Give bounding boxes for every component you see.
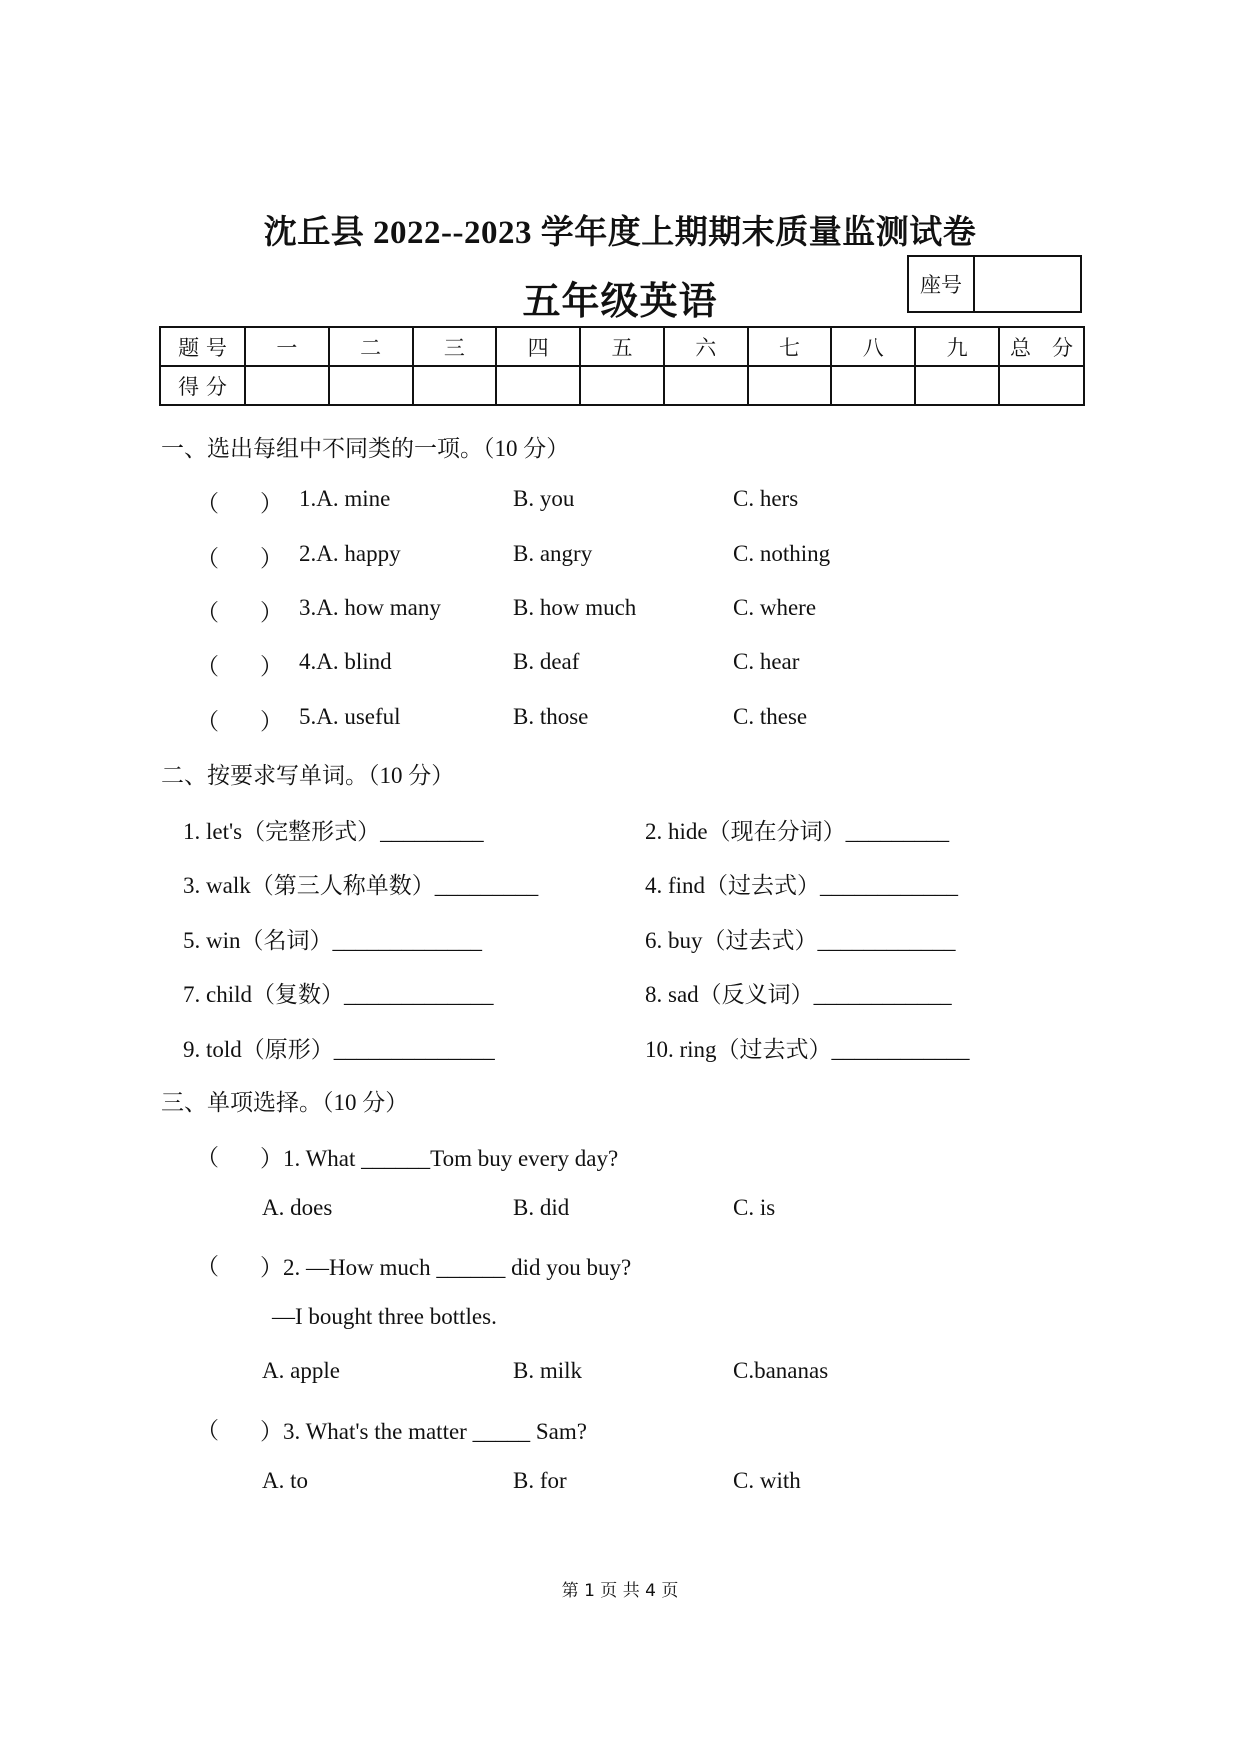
option-b: B. you	[513, 486, 575, 511]
score-header-cell: 总 分	[999, 327, 1084, 366]
section2-heading: 二、按要求写单词。（10 分）	[161, 763, 455, 788]
option-a: 2.A. happy	[299, 541, 401, 566]
answer-paren-open[interactable]: （	[196, 546, 219, 571]
score-cell[interactable]	[580, 366, 664, 405]
score-header-cell: 一	[245, 327, 329, 366]
word-task-3[interactable]: 3. walk（第三人称单数）_________	[183, 873, 539, 898]
exam-subtitle: 五年级英语	[522, 281, 718, 323]
option-b: B. milk	[513, 1358, 583, 1383]
option-b: B. how much	[513, 595, 637, 620]
seat-number-label: 座号	[909, 257, 975, 311]
question-reply: —I bought three bottles.	[272, 1304, 497, 1329]
word-task-1[interactable]: 1. let's（完整形式）_________	[183, 819, 484, 844]
score-table-header-row	[160, 327, 1084, 366]
score-header-cell: 二	[329, 327, 413, 366]
question-stem: ）2. —How much ______ did you buy?	[260, 1255, 632, 1280]
word-task-2[interactable]: 2. hide（现在分词）_________	[645, 819, 950, 844]
seat-number-field[interactable]	[975, 257, 1080, 311]
word-task-6[interactable]: 6. buy（过去式）____________	[645, 928, 956, 953]
word-task-4[interactable]: 4. find（过去式）____________	[645, 873, 959, 898]
score-cell[interactable]	[915, 366, 999, 405]
answer-paren-close: ）	[260, 546, 283, 571]
option-b: B. deaf	[513, 649, 580, 674]
option-b: B. those	[513, 704, 589, 729]
answer-paren-open[interactable]: （	[196, 600, 219, 625]
answer-paren-close: ）	[260, 600, 283, 625]
score-table-score-row	[160, 366, 1084, 405]
word-task-8[interactable]: 8. sad（反义词）____________	[645, 982, 952, 1007]
score-cell[interactable]	[245, 366, 329, 405]
option-c: C. is	[733, 1195, 776, 1220]
answer-paren-open[interactable]: （	[196, 1254, 219, 1279]
score-header-cell: 五	[580, 327, 664, 366]
option-b: B. angry	[513, 541, 593, 566]
score-cell[interactable]	[329, 366, 413, 405]
option-c: C. hear	[733, 649, 800, 674]
option-c: C.bananas	[733, 1358, 829, 1383]
word-task-10[interactable]: 10. ring（过去式）____________	[645, 1037, 970, 1062]
score-header-cell: 四	[496, 327, 580, 366]
option-c: C. hers	[733, 486, 799, 511]
option-a: 5.A. useful	[299, 704, 401, 729]
answer-paren-open[interactable]: （	[196, 491, 219, 516]
option-c: C. with	[733, 1468, 801, 1493]
score-cell[interactable]	[831, 366, 915, 405]
option-a: 3.A. how many	[299, 595, 441, 620]
score-cell[interactable]	[413, 366, 497, 405]
score-table	[159, 326, 1085, 406]
word-task-5[interactable]: 5. win（名词）_____________	[183, 928, 482, 953]
score-header-cell: 三	[413, 327, 497, 366]
score-header-cell: 八	[831, 327, 915, 366]
answer-paren-close: ）	[260, 654, 283, 679]
option-c: C. these	[733, 704, 808, 729]
section3-heading: 三、单项选择。（10 分）	[161, 1090, 409, 1115]
answer-paren-open[interactable]: （	[196, 1145, 219, 1170]
option-a: A. does	[262, 1195, 333, 1220]
score-header-cell: 七	[748, 327, 832, 366]
score-cell[interactable]	[999, 366, 1084, 405]
score-cell[interactable]	[496, 366, 580, 405]
exam-title: 沈丘县 2022--2023 学年度上期期末质量监测试卷	[263, 215, 977, 251]
option-a: A. apple	[262, 1358, 340, 1383]
answer-paren-open[interactable]: （	[196, 1418, 219, 1443]
option-a: 1.A. mine	[299, 486, 391, 511]
answer-paren-close: ）	[260, 709, 283, 734]
word-task-7[interactable]: 7. child（复数）_____________	[183, 982, 494, 1007]
score-cell[interactable]	[664, 366, 748, 405]
question-stem: ）1. What ______Tom buy every day?	[260, 1146, 619, 1171]
option-c: C. where	[733, 595, 817, 620]
page-footer: 第 1 页 共 4 页	[561, 1581, 679, 1601]
score-cell[interactable]	[748, 366, 832, 405]
score-header-cell: 九	[915, 327, 999, 366]
score-header-cell: 题 号	[160, 327, 245, 366]
option-a: A. to	[262, 1468, 308, 1493]
word-task-9[interactable]: 9. told（原形）______________	[183, 1037, 495, 1062]
question-stem: ）3. What's the matter _____ Sam?	[260, 1419, 587, 1444]
option-b: B. did	[513, 1195, 570, 1220]
answer-paren-open[interactable]: （	[196, 709, 219, 734]
seat-number-box	[907, 255, 1082, 313]
score-header-cell: 六	[664, 327, 748, 366]
answer-paren-open[interactable]: （	[196, 654, 219, 679]
score-row-label: 得 分	[160, 366, 245, 405]
option-b: B. for	[513, 1468, 567, 1493]
option-a: 4.A. blind	[299, 649, 392, 674]
section1-heading: 一、选出每组中不同类的一项。（10 分）	[161, 436, 570, 461]
option-c: C. nothing	[733, 541, 831, 566]
answer-paren-close: ）	[260, 491, 283, 516]
